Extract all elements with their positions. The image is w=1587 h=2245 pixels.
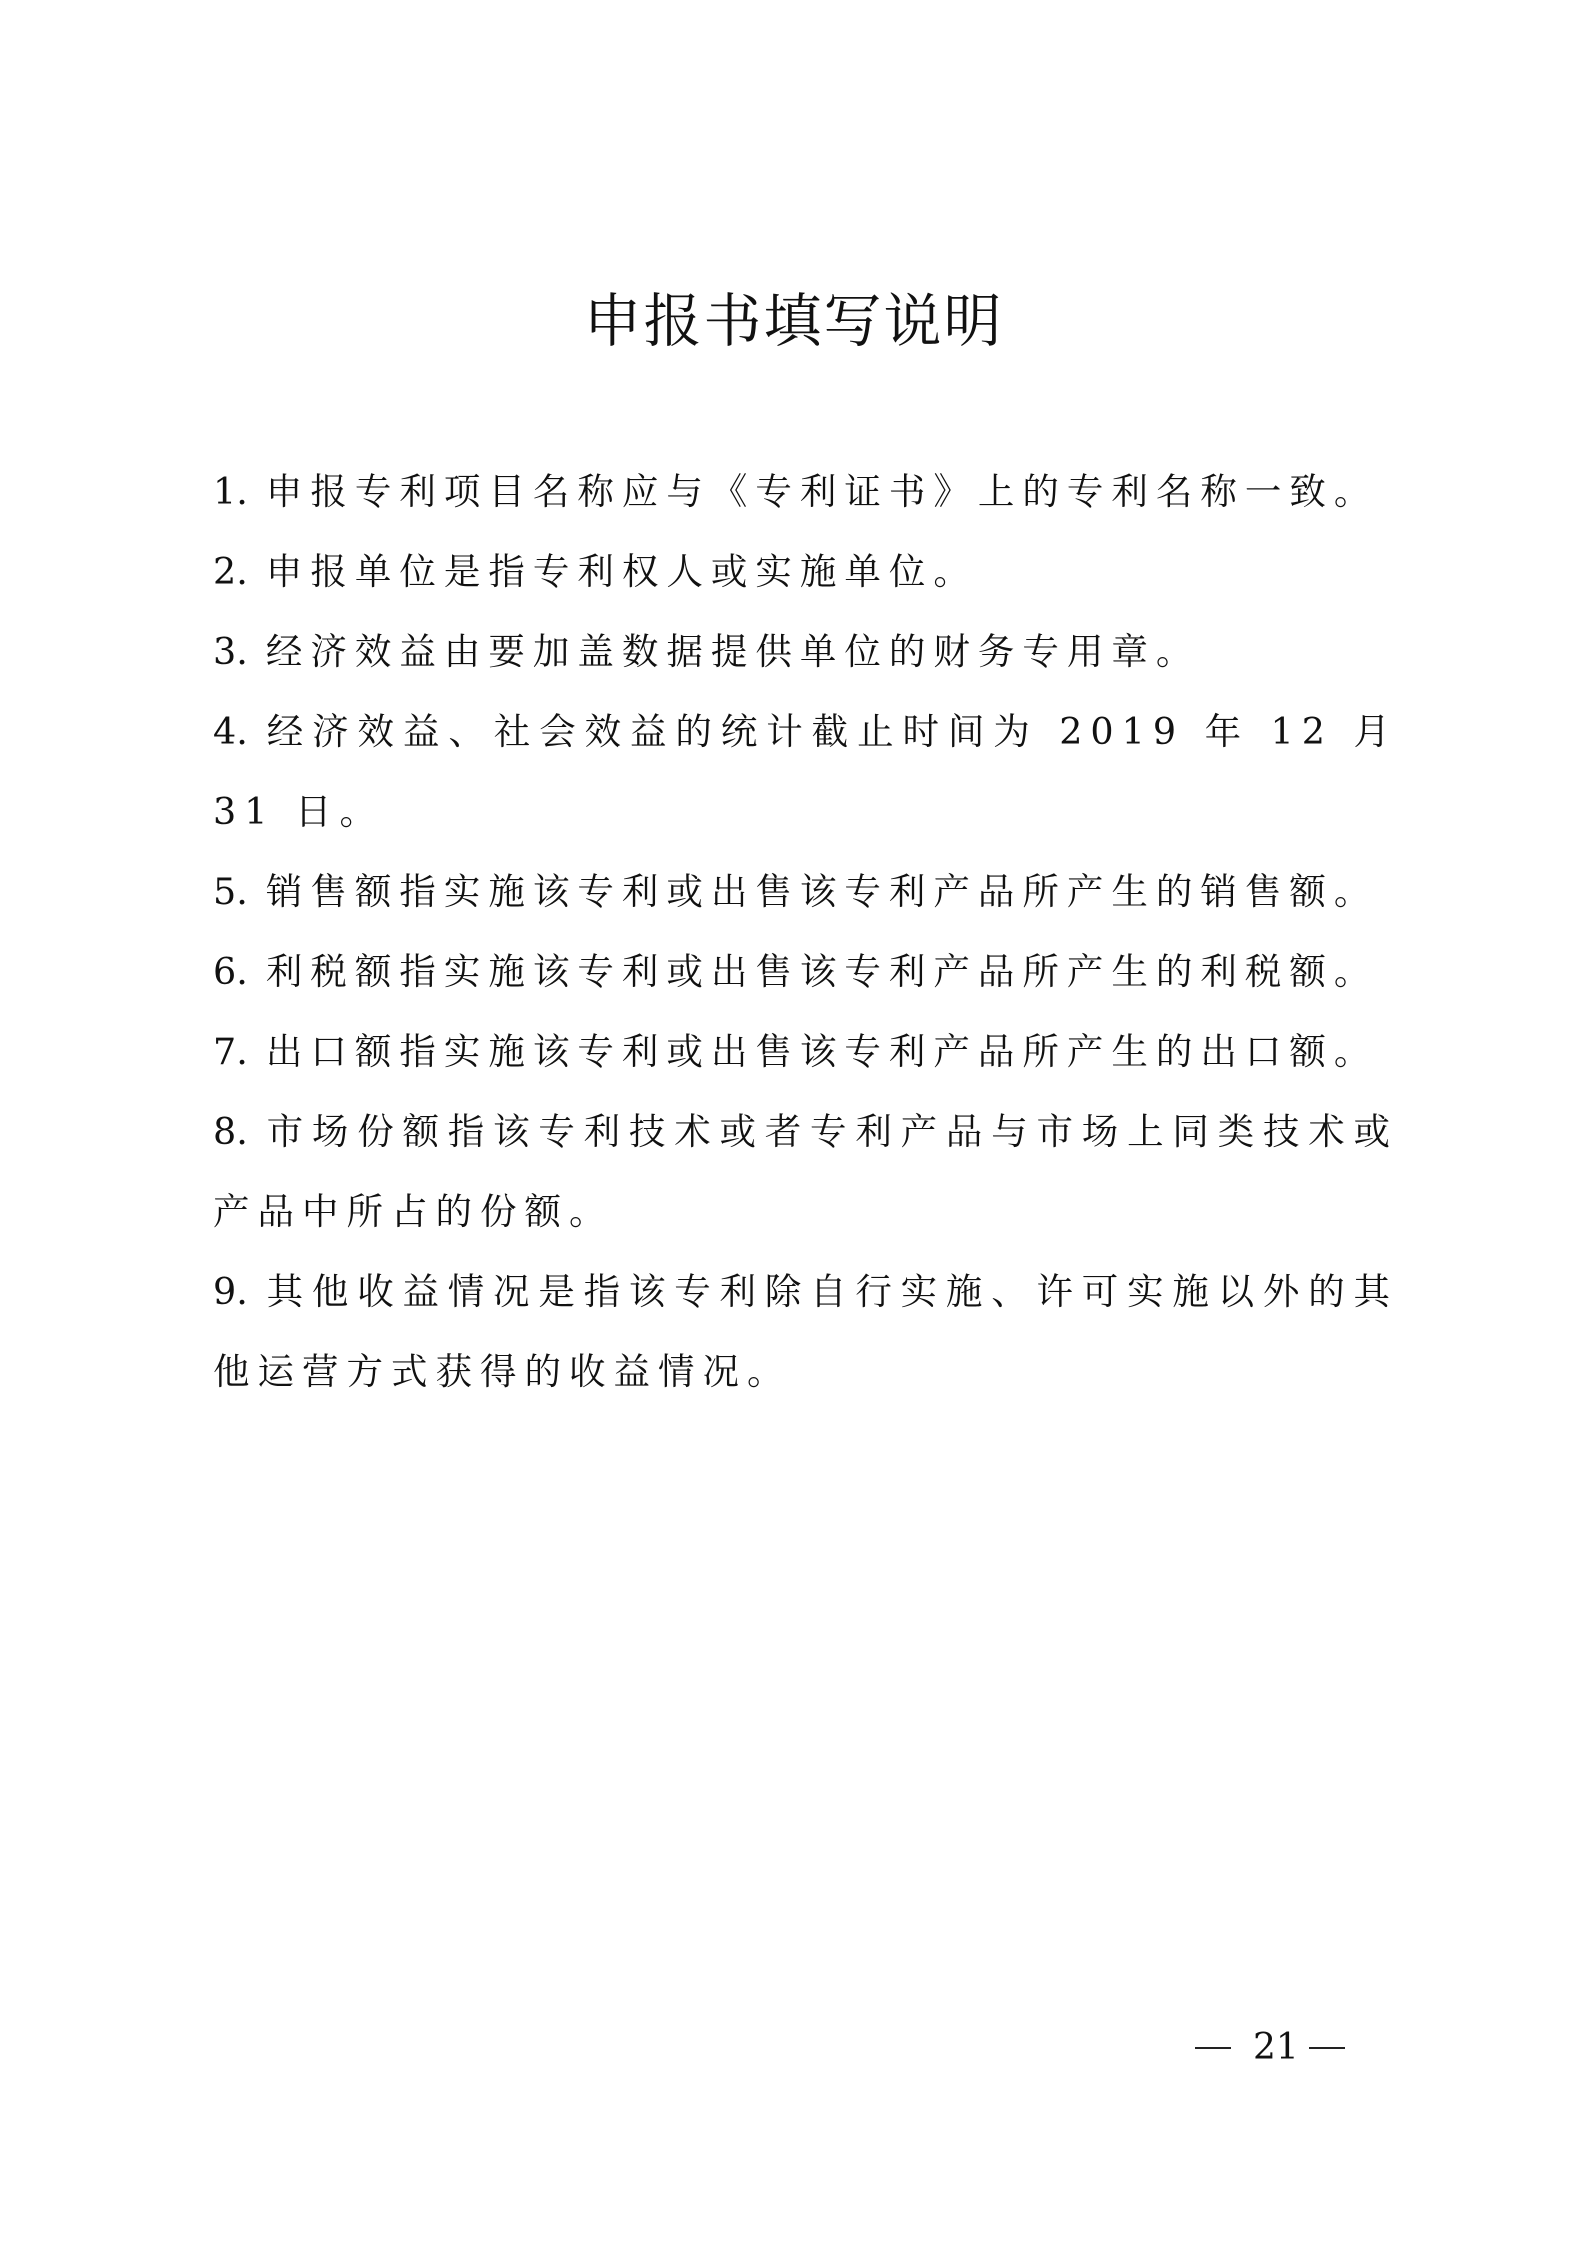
- instruction-item: [213, 1252, 1398, 1412]
- instruction-item: [213, 932, 1398, 1012]
- item-number: 5.: [213, 870, 248, 913]
- instruction-item: [213, 1012, 1398, 1092]
- item-text: 经济效益由要加盖数据提供单位的财务专用章。: [265, 630, 1201, 673]
- item-number: 1.: [213, 470, 248, 513]
- item-number: 9.: [213, 1270, 248, 1313]
- item-number: 3.: [213, 630, 248, 673]
- item-text: 出口额指实施该专利或出售该专利产品所产生的出口额。: [265, 1030, 1379, 1073]
- instruction-item: [213, 452, 1398, 532]
- item-number: 6.: [213, 950, 248, 993]
- instruction-item: [213, 532, 1398, 612]
- instruction-item: [213, 692, 1398, 852]
- item-text: 申报单位是指专利权人或实施单位。: [265, 550, 978, 593]
- page-title: 申报书填写说明: [583, 287, 1004, 355]
- item-text: 其他收益情况是指该专利除自行实施、许可实施以外的其他运营方式获得的收益情况。: [213, 1270, 1398, 1393]
- item-text: 销售额指实施该专利或出售该专利产品所产生的销售额。: [265, 870, 1379, 913]
- instruction-item: [213, 612, 1398, 692]
- item-text: 经济效益、社会效益的统计截止时间为 2019 年 12 月 31 日。: [213, 710, 1398, 833]
- item-number: 8.: [213, 1110, 248, 1153]
- dash-left-icon: [1195, 2047, 1231, 2049]
- instruction-list: [213, 452, 1398, 1412]
- page-number: [1195, 2018, 1375, 2078]
- page-number-value: 21: [1253, 2027, 1299, 2068]
- dash-right-icon: [1309, 2047, 1345, 2049]
- item-text: 申报专利项目名称应与《专利证书》上的专利名称一致。: [265, 470, 1379, 513]
- item-number: 2.: [213, 550, 248, 593]
- item-number: 7.: [213, 1030, 248, 1073]
- item-text: 利税额指实施该专利或出售该专利产品所产生的利税额。: [265, 950, 1379, 993]
- item-text: 市场份额指该专利技术或者专利产品与市场上同类技术或产品中所占的份额。: [213, 1110, 1398, 1233]
- instruction-item: [213, 1092, 1398, 1252]
- instruction-item: [213, 852, 1398, 932]
- item-number: 4.: [213, 710, 248, 753]
